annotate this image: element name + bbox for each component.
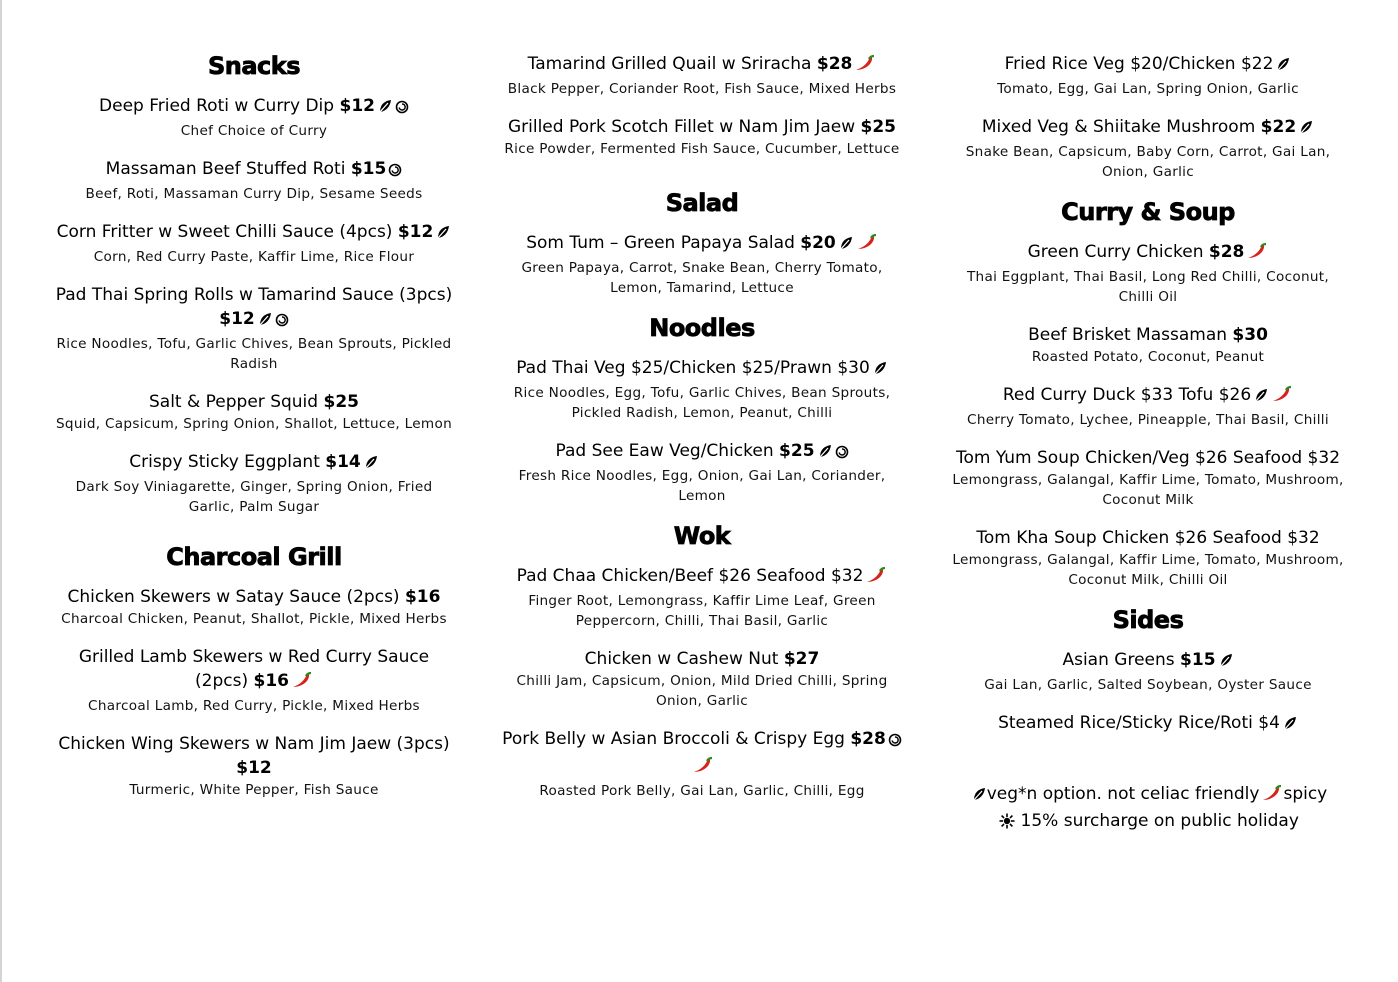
chilli-icon xyxy=(291,671,313,696)
menu-item-description: Roasted Pork Belly, Gai Lan, Garlic, Chilli, Egg xyxy=(539,783,865,799)
section-heading: Salad xyxy=(665,189,739,217)
menu-item-description: Chilli Jam, Capsicum, Onion, Mild Dried Chilli, Spring Onion, Garlic xyxy=(516,673,888,709)
menu-item-description: Thai Eggplant, Thai Basil, Long Red Chilli, Coconut, Chilli Oil xyxy=(966,269,1330,305)
menu-item xyxy=(500,439,904,506)
not-celiac-swirl-icon xyxy=(395,97,409,121)
menu-section-noodles xyxy=(500,314,904,506)
item-name-text: Grilled Lamb Skewers w Red Curry Sauce (2pcs) xyxy=(78,647,430,691)
item-name-text: Pad See Eaw Veg/Chicken xyxy=(555,441,774,461)
item-price: $16 xyxy=(253,671,289,691)
menu-item-name xyxy=(948,711,1348,738)
menu-item-description: Snake Bean, Capsicum, Baby Corn, Carrot, Gai Lan, Onion, Garlic xyxy=(965,144,1331,180)
legend-surcharge-text: 15% surcharge on public holiday xyxy=(1020,811,1299,831)
item-name-text: Tom Kha Soup Chicken $26 Seafood $32 xyxy=(976,528,1320,548)
item-price: $25 xyxy=(323,392,359,412)
legend-line-1 xyxy=(948,782,1348,809)
item-price: $14 xyxy=(325,452,361,472)
menu-item-description: Finger Root, Lemongrass, Kaffir Lime Leaf, Green Peppercorn, Chilli, Thai Basil, Garlic xyxy=(528,593,876,629)
page-edge xyxy=(0,0,2,982)
item-price: $22 xyxy=(1260,117,1297,137)
menu-section-curry-soup xyxy=(948,198,1348,590)
menu-item-name xyxy=(948,52,1348,79)
menu-item-description: Black Pepper, Coriander Root, Fish Sauce, Mixed Herbs xyxy=(507,81,897,97)
menu-item-name xyxy=(948,383,1348,410)
menu-item xyxy=(500,231,904,298)
menu-item-name xyxy=(500,115,904,139)
menu-section-wok-continued xyxy=(948,52,1348,182)
vegan-leaf-icon xyxy=(257,310,273,334)
chilli-icon xyxy=(1271,385,1293,410)
item-name-text: Beef Brisket Massaman xyxy=(1028,325,1228,345)
item-name-text: Salt & Pepper Squid xyxy=(149,392,319,412)
vegan-leaf-icon xyxy=(435,223,451,247)
section-heading: Charcoal Grill xyxy=(166,543,342,571)
menu-item xyxy=(52,585,456,629)
item-name-text: Chicken w Cashew Nut xyxy=(584,649,779,669)
menu-item xyxy=(500,356,904,423)
item-name-text: Red Curry Duck $33 Tofu $26 xyxy=(1002,385,1252,405)
menu-item-name xyxy=(52,390,456,414)
menu-item-description: Charcoal Lamb, Red Curry, Pickle, Mixed Herbs xyxy=(88,698,420,714)
menu-item xyxy=(948,711,1348,738)
menu-section-snacks xyxy=(52,52,456,517)
item-name-text: Pad Chaa Chicken/Beef $26 Seafood $32 xyxy=(516,566,864,586)
legend-spicy-text: spicy xyxy=(1283,784,1328,804)
chilli-icon xyxy=(865,566,887,591)
legend-nocel-text: not celiac friendly xyxy=(1107,784,1260,804)
section-heading: Curry & Soup xyxy=(1061,198,1235,226)
menu-item xyxy=(500,727,904,801)
vegan-leaf-icon xyxy=(817,442,833,466)
menu-item-name xyxy=(948,526,1348,550)
chilli-icon xyxy=(692,756,714,781)
vegan-leaf-icon xyxy=(1253,386,1269,410)
menu-section-sides xyxy=(948,606,1348,738)
menu-item xyxy=(500,647,904,711)
section-heading: Noodles xyxy=(649,314,755,342)
section-heading: Wok xyxy=(673,522,731,550)
menu-item-name xyxy=(52,157,456,184)
menu-item-description: Squid, Capsicum, Spring Onion, Shallot, Lettuce, Lemon xyxy=(55,416,452,432)
vegan-leaf-icon xyxy=(838,234,854,258)
menu-item xyxy=(948,383,1348,430)
menu-item xyxy=(948,52,1348,99)
vegan-leaf-icon xyxy=(872,359,888,383)
item-name-text: Asian Greens xyxy=(1062,650,1175,670)
item-price: $25 xyxy=(860,117,897,137)
item-name-text: Chicken Wing Skewers w Nam Jim Jaew (3pcs) xyxy=(58,734,450,754)
menu-item xyxy=(52,732,456,800)
not-celiac-swirl-icon xyxy=(888,730,902,754)
menu-item-name xyxy=(500,647,904,671)
menu-item-description: Gai Lan, Garlic, Salted Soybean, Oyster Sauce xyxy=(984,677,1312,693)
item-name-text: Som Tum – Green Papaya Salad xyxy=(526,233,795,253)
item-price: $12 xyxy=(397,222,434,242)
not-celiac-swirl-icon xyxy=(388,160,402,184)
menu-item xyxy=(500,564,904,631)
item-name-text: Steamed Rice/Sticky Rice/Roti $4 xyxy=(998,713,1280,733)
menu-item-description: Turmeric, White Pepper, Fish Sauce xyxy=(129,782,379,798)
menu-item-name xyxy=(948,446,1348,470)
menu-item-description: Rice Noodles, Tofu, Garlic Chives, Bean Sprouts, Pickled Radish xyxy=(56,336,452,372)
menu-item-description: Dark Soy Viniagarette, Ginger, Spring Onion, Fried Garlic, Palm Sugar xyxy=(75,479,433,515)
item-name-text: Green Curry Chicken xyxy=(1027,242,1204,262)
vegan-leaf-icon xyxy=(1298,118,1314,142)
item-name-text: Massaman Beef Stuffed Roti xyxy=(105,159,346,179)
menu-item-name xyxy=(500,52,904,79)
item-price: $28 xyxy=(850,729,886,749)
chilli-icon xyxy=(856,233,878,258)
menu-item-name xyxy=(948,240,1348,267)
menu-column-3 xyxy=(948,52,1348,836)
item-name-text: Crispy Sticky Eggplant xyxy=(129,452,320,472)
item-price: $15 xyxy=(1180,650,1216,670)
menu-item xyxy=(500,52,904,99)
menu-item-name xyxy=(52,732,456,780)
menu-item xyxy=(52,157,456,204)
menu-item xyxy=(948,115,1348,182)
not-celiac-swirl-icon xyxy=(275,310,289,334)
vegan-leaf-icon xyxy=(363,453,379,477)
menu-column-1 xyxy=(52,52,456,816)
menu-item-name xyxy=(500,564,904,591)
item-price: $30 xyxy=(1232,325,1268,345)
menu-item-name xyxy=(948,648,1348,675)
menu-column-2 xyxy=(500,52,904,817)
menu-item-description: Fresh Rice Noodles, Egg, Onion, Gai Lan, Coriander, Lemon xyxy=(518,468,886,504)
menu-item xyxy=(948,446,1348,510)
item-price: $12 xyxy=(339,96,375,116)
menu-item xyxy=(948,240,1348,307)
not-celiac-swirl-icon xyxy=(835,442,849,466)
menu-item-name xyxy=(52,450,456,477)
item-price: $28 xyxy=(1208,242,1245,262)
item-price: $12 xyxy=(236,758,272,778)
item-name-text: Tamarind Grilled Quail w Sriracha xyxy=(527,54,812,74)
menu-item-description: Roasted Potato, Coconut, Peanut xyxy=(1031,349,1265,365)
menu-item-name xyxy=(500,727,904,781)
menu-item-description: Corn, Red Curry Paste, Kaffir Lime, Rice Flour xyxy=(93,249,415,265)
menu-item-description: Rice Noodles, Egg, Tofu, Garlic Chives, Bean Sprouts, Pickled Radish, Lemon, Peanut, Chilli xyxy=(513,385,891,421)
legend-line-2 xyxy=(948,809,1348,836)
menu-item-name xyxy=(948,323,1348,347)
menu-item xyxy=(52,283,456,374)
section-heading: Sides xyxy=(1112,606,1184,634)
menu-item-description: Rice Powder, Fermented Fish Sauce, Cucumber, Lettuce xyxy=(504,141,900,157)
item-price: $25 xyxy=(779,441,815,461)
vegan-leaf-icon xyxy=(1282,714,1298,738)
menu-section-grill-continued xyxy=(500,52,904,159)
item-name-text: Mixed Veg & Shiitake Mushroom xyxy=(981,117,1256,137)
menu-item-name xyxy=(52,283,456,334)
chilli-icon xyxy=(1261,784,1283,809)
item-name-text: Deep Fried Roti w Curry Dip xyxy=(99,96,335,116)
menu-section-charcoal-grill xyxy=(52,543,456,800)
item-name-text: Fried Rice Veg $20/Chicken $22 xyxy=(1004,54,1274,74)
vegan-leaf-icon xyxy=(1218,651,1234,675)
menu-item-description: Charcoal Chicken, Peanut, Shallot, Pickle, Mixed Herbs xyxy=(61,611,447,627)
item-price: $27 xyxy=(783,649,820,669)
item-name-text: Pad Thai Veg $25/Chicken $25/Prawn $30 xyxy=(516,358,870,378)
menu-item-name xyxy=(500,231,904,258)
menu-item-name xyxy=(500,439,904,466)
sun-asterisk-icon xyxy=(999,812,1015,836)
menu-item xyxy=(948,648,1348,695)
menu-item xyxy=(52,94,456,141)
menu-item-description: Lemongrass, Galangal, Kaffir Lime, Tomato, Mushroom, Coconut Milk xyxy=(952,472,1344,508)
item-price: $16 xyxy=(404,587,441,607)
menu-item-description: Cherry Tomato, Lychee, Pineapple, Thai Basil, Chilli xyxy=(967,412,1329,428)
menu-item-description: Lemongrass, Galangal, Kaffir Lime, Tomato, Mushroom, Coconut Milk, Chilli Oil xyxy=(952,552,1344,588)
item-name-text: Pork Belly w Asian Broccoli & Crispy Egg xyxy=(502,729,845,749)
item-price: $15 xyxy=(350,159,387,179)
menu-section-wok xyxy=(500,522,904,801)
item-name-text: Tom Yum Soup Chicken/Veg $26 Seafood $32 xyxy=(955,448,1341,468)
menu-item-name xyxy=(500,356,904,383)
menu-item-name xyxy=(52,220,456,247)
chilli-icon xyxy=(854,54,876,79)
item-name-text: Corn Fritter w Sweet Chilli Sauce (4pcs) xyxy=(56,222,393,242)
vegan-leaf-icon xyxy=(971,785,987,809)
item-name-text: Chicken Skewers w Satay Sauce (2pcs) xyxy=(67,587,400,607)
menu-item xyxy=(52,220,456,267)
menu-item-name xyxy=(52,94,456,121)
menu-item xyxy=(52,390,456,434)
menu-item-description: Green Papaya, Carrot, Snake Bean, Cherry Tomato, Lemon, Tamarind, Lettuce xyxy=(521,260,883,296)
section-heading: Snacks xyxy=(207,52,301,80)
item-price: $28 xyxy=(816,54,853,74)
menu-item xyxy=(948,323,1348,367)
item-price: $20 xyxy=(800,233,836,253)
vegan-leaf-icon xyxy=(1275,55,1291,79)
menu-item-name xyxy=(948,115,1348,142)
menu-item-name xyxy=(52,645,456,696)
menu-item-description: Chef Choice of Curry xyxy=(180,123,328,139)
item-name-text: Grilled Pork Scotch Fillet w Nam Jim Jaew xyxy=(507,117,856,137)
legend xyxy=(948,782,1348,836)
menu-item xyxy=(52,450,456,517)
chilli-icon xyxy=(1246,242,1268,267)
menu-item xyxy=(948,526,1348,590)
legend-veg-text: veg*n option. xyxy=(986,784,1102,804)
menu-section-salad xyxy=(500,189,904,298)
menu-item xyxy=(52,645,456,716)
menu-item-description: Beef, Roti, Massaman Curry Dip, Sesame Seeds xyxy=(85,186,423,202)
item-price: $12 xyxy=(219,309,255,329)
menu-item xyxy=(500,115,904,159)
menu-item-name xyxy=(52,585,456,609)
menu-item-description: Tomato, Egg, Gai Lan, Spring Onion, Garlic xyxy=(997,81,1299,97)
vegan-leaf-icon xyxy=(377,97,393,121)
item-name-text: Pad Thai Spring Rolls w Tamarind Sauce (3pcs) xyxy=(55,285,453,305)
